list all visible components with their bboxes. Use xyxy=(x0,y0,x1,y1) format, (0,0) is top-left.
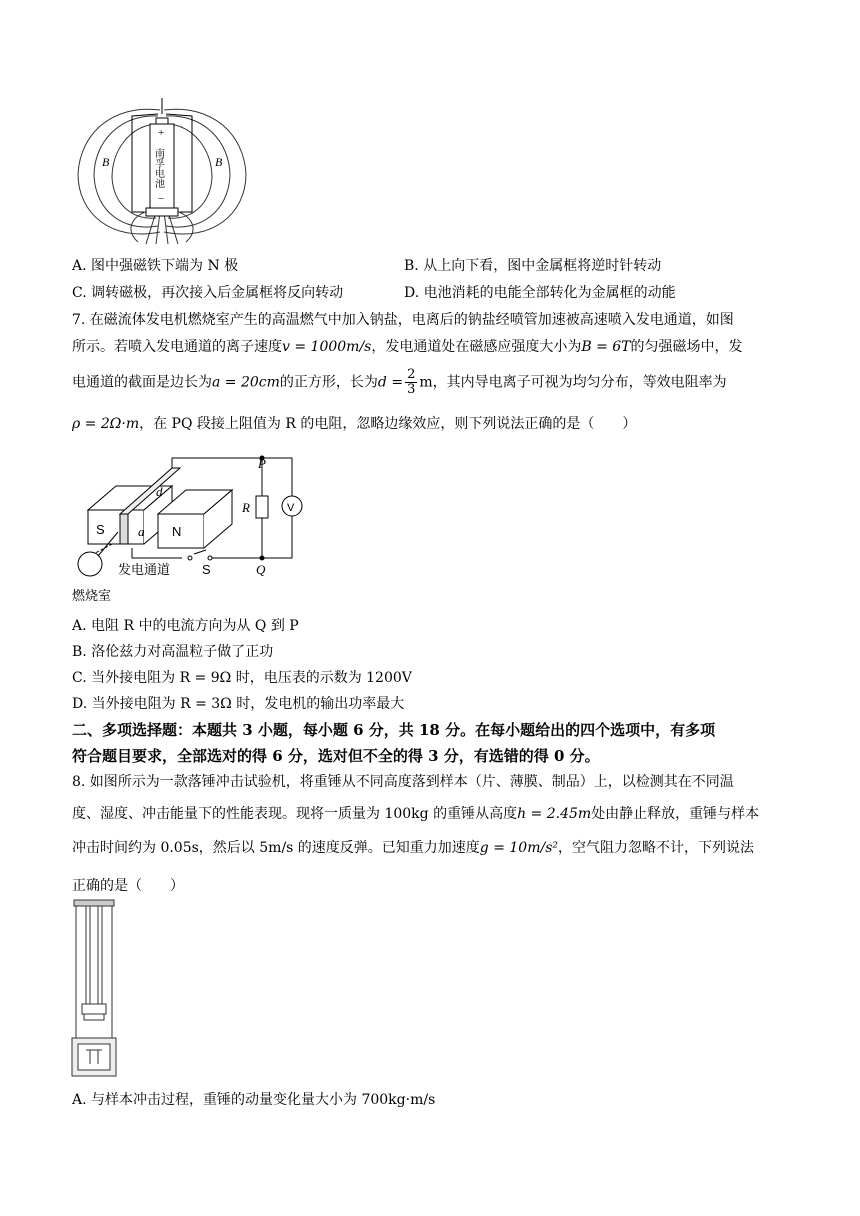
q7-option-a: A. 电阻 R 中的电流方向为从 Q 到 P xyxy=(72,618,299,634)
voltmeter-v-label: V xyxy=(287,502,295,514)
point-p-label: P xyxy=(258,456,266,471)
battery-minus-label: − xyxy=(158,193,165,205)
point-q-label: Q xyxy=(256,562,266,577)
field-label-b-right: B xyxy=(215,155,223,169)
fraction-two-thirds: $\frac{2}{3}$ xyxy=(407,367,416,397)
q8-option-a: A. 与样本冲击过程，重锤的动量变化量大小为 700kg·m/s xyxy=(72,1092,436,1108)
q7-option-c: C. 当外接电阻为 R = 9Ω 时，电压表的示数为 1200V xyxy=(72,670,412,686)
drop-hammer-machine-figure xyxy=(72,900,116,1076)
q7-option-b: B. 洛伦兹力对高温粒子做了正功 xyxy=(72,644,274,660)
field-label-b-left: B xyxy=(102,155,110,169)
q7-option-d: D. 当外接电阻为 R = 3Ω 时，发电机的输出功率最大 xyxy=(72,696,405,712)
battery-plus-label: + xyxy=(158,127,165,139)
magnet-battery-figure xyxy=(72,94,252,246)
channel-label: 发电通道 xyxy=(118,563,171,578)
q6-option-b: B. 从上向下看，图中金属框将逆时针转动 xyxy=(404,258,662,274)
q7-line-1: 7. 在磁流体发电机燃烧室产生的高温燃气中加入钠盐，电离后的钠盐经喷管加速被高速喷入发电通道，如图 xyxy=(72,312,734,328)
q7-line-2: 所示。若喷入发电通道的离子速度v = 1000m/s，发电通道处在磁感应强度大小为B = 6T的匀强磁场中，发 xyxy=(72,339,743,355)
side-a-label: a xyxy=(138,524,145,539)
switch-s-label: S xyxy=(202,562,211,577)
chamber-label: 燃烧室 xyxy=(72,589,112,604)
q7-line-4: ρ = 2Ω·m，在 PQ 段接上阻值为 R 的电阻，忽略边缘效应，则下列说法正确的是（ ） xyxy=(72,416,637,432)
mhd-generator-figure xyxy=(72,450,312,608)
magnet-s-label: S xyxy=(96,522,105,537)
section-2-heading-line-2: 符合题目要求，全部选对的得 6 分，选对但不全的得 3 分，有选错的得 0 分。 xyxy=(72,747,600,765)
battery-brand-label: 南孚电池 xyxy=(152,148,164,188)
q6-option-a: A. 图中强磁铁下端为 N 极 xyxy=(72,258,239,274)
q6-option-d: D. 电池消耗的电能全部转化为金属框的动能 xyxy=(404,285,676,301)
q8-line-3: 冲击时间约为 0.05s，然后以 5m/s 的速度反弹。已知重力加速度g = 10m/s²，空气阻力忽略不计，下列说法 xyxy=(72,840,754,856)
q6-option-c: C. 调转磁极，再次接入后金属框将反向转动 xyxy=(72,285,344,301)
q7-line-3: 电通道的截面是边长为a = 20cm的正方形，长为d = $\frac{2}{3}$ m，其内导电离子可视为均匀分布，等效电阻率为 xyxy=(72,367,727,397)
q8-line-1: 8. 如图所示为一款落锤冲击试验机，将重锤从不同高度落到样本（片、薄膜、制品）上，以检测其在不同温 xyxy=(72,774,734,790)
section-2-heading-line-1: 二、多项选择题：本题共 3 小题，每小题 6 分，共 18 分。在每小题给出的四个选项中，有多项 xyxy=(72,721,716,739)
q8-line-4: 正确的是（ ） xyxy=(72,878,184,894)
magnet-n-label: N xyxy=(172,524,182,539)
q8-line-2: 度、湿度、冲击能量下的性能表现。现将一质量为 100kg 的重锤从高度h = 2.45m处由静止释放，重锤与样本 xyxy=(72,806,760,822)
resistor-r-label: R xyxy=(242,500,250,515)
length-d-label: d xyxy=(156,484,163,499)
